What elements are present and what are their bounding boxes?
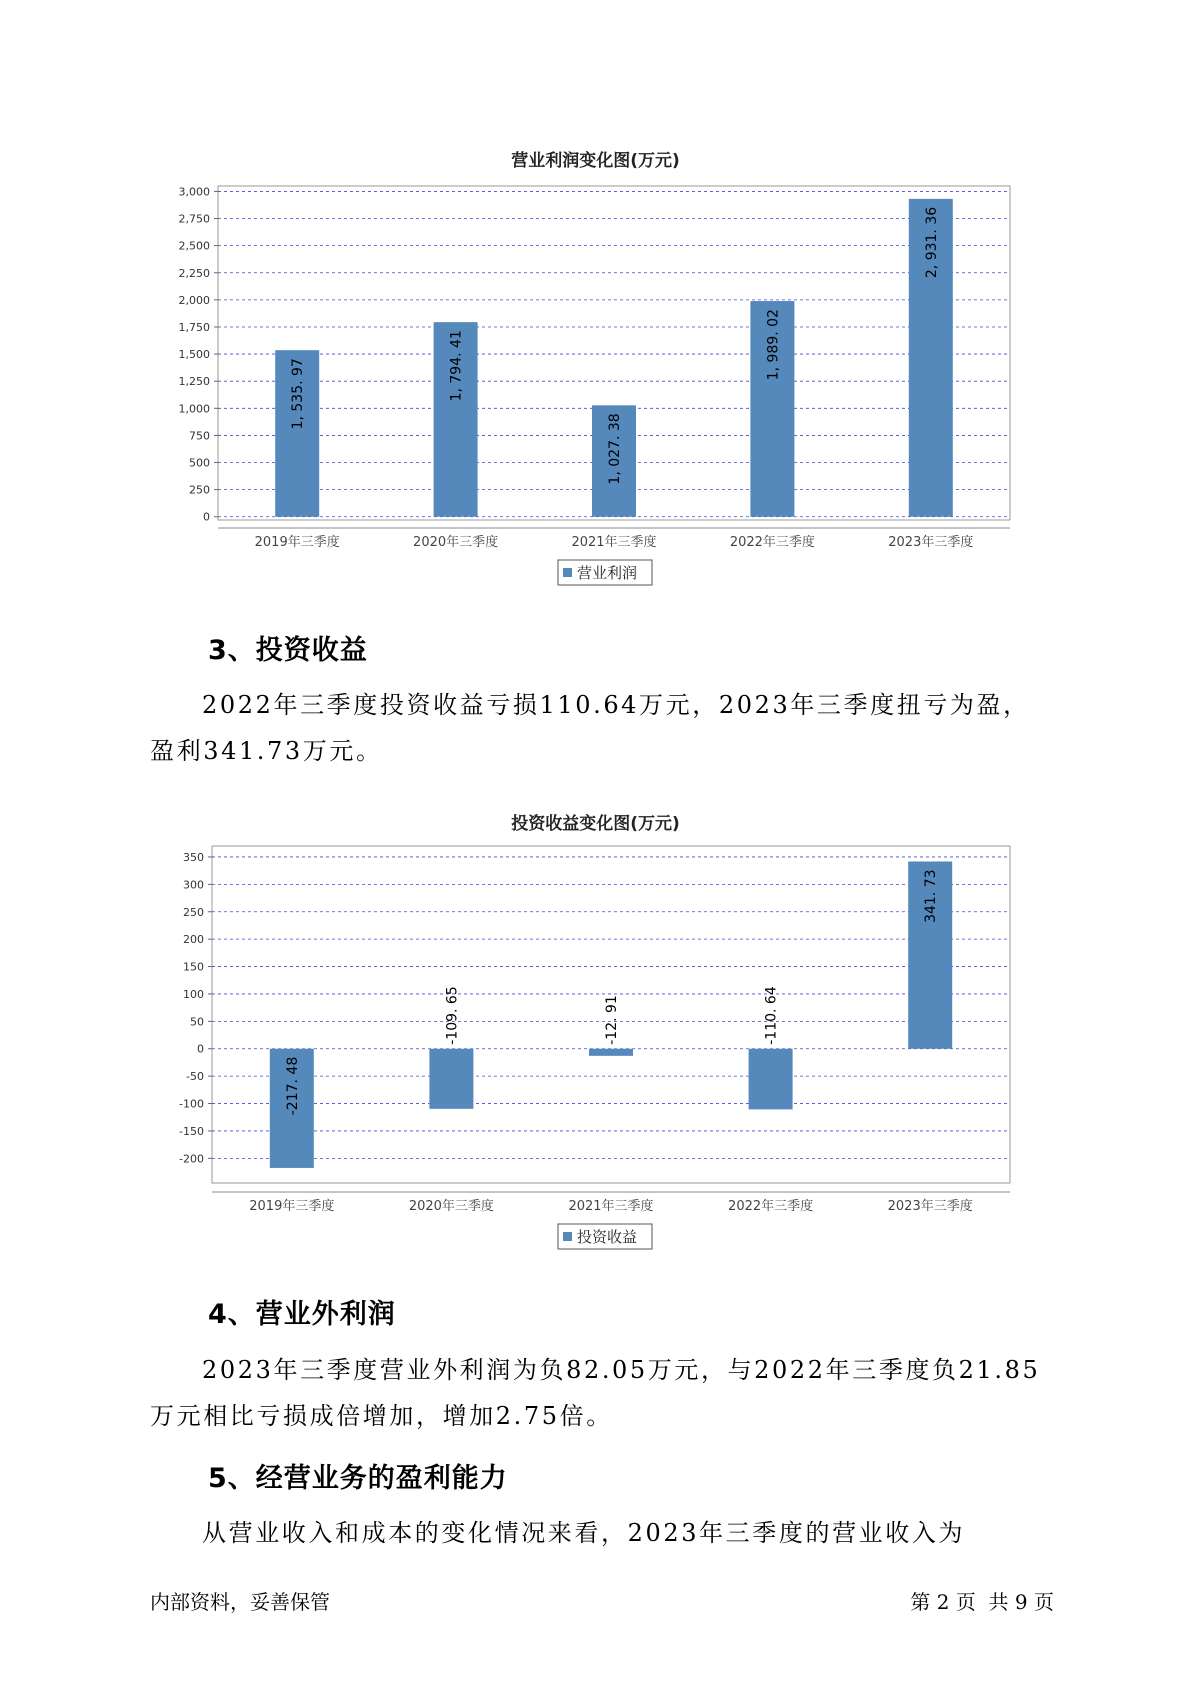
legend-swatch: [563, 568, 572, 577]
y-tick-label: 0: [197, 1042, 204, 1056]
y-tick-label: 3,000: [178, 185, 210, 199]
x-tick-label: 2021年三季度: [571, 535, 657, 550]
x-tick-label: 2021年三季度: [568, 1199, 654, 1214]
bar: [749, 1049, 793, 1110]
y-tick-label: 1,250: [178, 375, 210, 389]
x-tick-label: 2022年三季度: [728, 1199, 814, 1214]
y-tick-label: -200: [179, 1152, 204, 1166]
data-label: -12. 91: [604, 995, 620, 1045]
paragraph-investment-income: 2022年三季度投资收益亏损110.64万元，2023年三季度扭亏为盈，盈利341.73万元。: [150, 691, 1030, 765]
data-label: 1, 535. 97: [290, 358, 307, 430]
bar: [429, 1049, 473, 1109]
chart-1-operating-profit: [0, 180, 1191, 620]
y-tick-label: 750: [189, 429, 210, 443]
footer-confidential: 内部资料，妥善保管: [150, 1590, 330, 1614]
y-tick-label: 2,000: [178, 293, 210, 307]
y-tick-label: 250: [183, 905, 204, 919]
chart-2-investment-income: [0, 840, 1191, 1280]
heading-investment-income: 3、投资收益: [208, 635, 368, 666]
data-label: -109. 65: [444, 986, 461, 1045]
y-tick-label: -100: [179, 1097, 204, 1111]
legend-swatch: [563, 1232, 572, 1241]
x-tick-label: 2019年三季度: [249, 1199, 335, 1214]
y-tick-label: 100: [183, 987, 204, 1001]
bar: [589, 1049, 633, 1056]
y-tick-label: 500: [189, 456, 210, 470]
y-tick-label: 1,500: [178, 348, 210, 362]
y-tick-label: 150: [183, 960, 204, 974]
y-tick-label: 50: [190, 1015, 204, 1029]
x-tick-label: 2022年三季度: [729, 535, 815, 550]
y-tick-label: -50: [186, 1070, 204, 1084]
data-label: 1, 027. 38: [607, 413, 623, 485]
y-tick-label: 350: [183, 850, 204, 864]
y-tick-label: 2,750: [178, 212, 210, 226]
data-label: 1, 794. 41: [448, 330, 465, 402]
data-label: -217. 48: [284, 1056, 301, 1116]
y-tick-label: 200: [183, 933, 204, 947]
y-tick-label: -150: [179, 1124, 204, 1138]
heading-non-operating-profit: 4、营业外利润: [208, 1299, 396, 1330]
x-tick-label: 2020年三季度: [408, 1199, 494, 1214]
footer-page-number: 第 2 页 共 9 页: [910, 1590, 1054, 1614]
y-tick-label: 1,750: [178, 320, 210, 334]
heading-profitability: 5、经营业务的盈利能力: [208, 1463, 508, 1494]
legend-label: 营业利润: [577, 564, 638, 582]
x-tick-label: 2019年三季度: [254, 535, 340, 550]
data-label: 1, 989. 02: [765, 309, 782, 381]
chart-2-title: 投资收益变化图(万元): [511, 814, 680, 834]
legend-label: 投资收益: [577, 1228, 638, 1246]
x-tick-label: 2023年三季度: [888, 535, 974, 550]
y-tick-label: 0: [203, 510, 210, 524]
chart-1-title: 营业利润变化图(万元): [511, 151, 680, 171]
data-label: 341. 73: [923, 869, 940, 923]
y-tick-label: 1,000: [178, 402, 210, 416]
data-label: -110. 64: [763, 986, 780, 1045]
y-tick-label: 300: [183, 878, 204, 892]
y-tick-label: 2,500: [178, 239, 210, 253]
data-label: 2, 931. 36: [923, 206, 940, 279]
y-tick-label: 2,250: [178, 266, 210, 280]
paragraph-profitability: 从营业收入和成本的变化情况来看，2023年三季度的营业收入为: [202, 1519, 966, 1547]
x-tick-label: 2020年三季度: [413, 535, 499, 550]
paragraph-non-operating-profit: 2023年三季度营业外利润为负82.05万元，与2022年三季度负21.85万元相比亏损成倍增加，增加2.75倍。: [150, 1356, 1041, 1430]
x-tick-label: 2023年三季度: [887, 1199, 973, 1214]
y-tick-label: 250: [189, 483, 210, 497]
